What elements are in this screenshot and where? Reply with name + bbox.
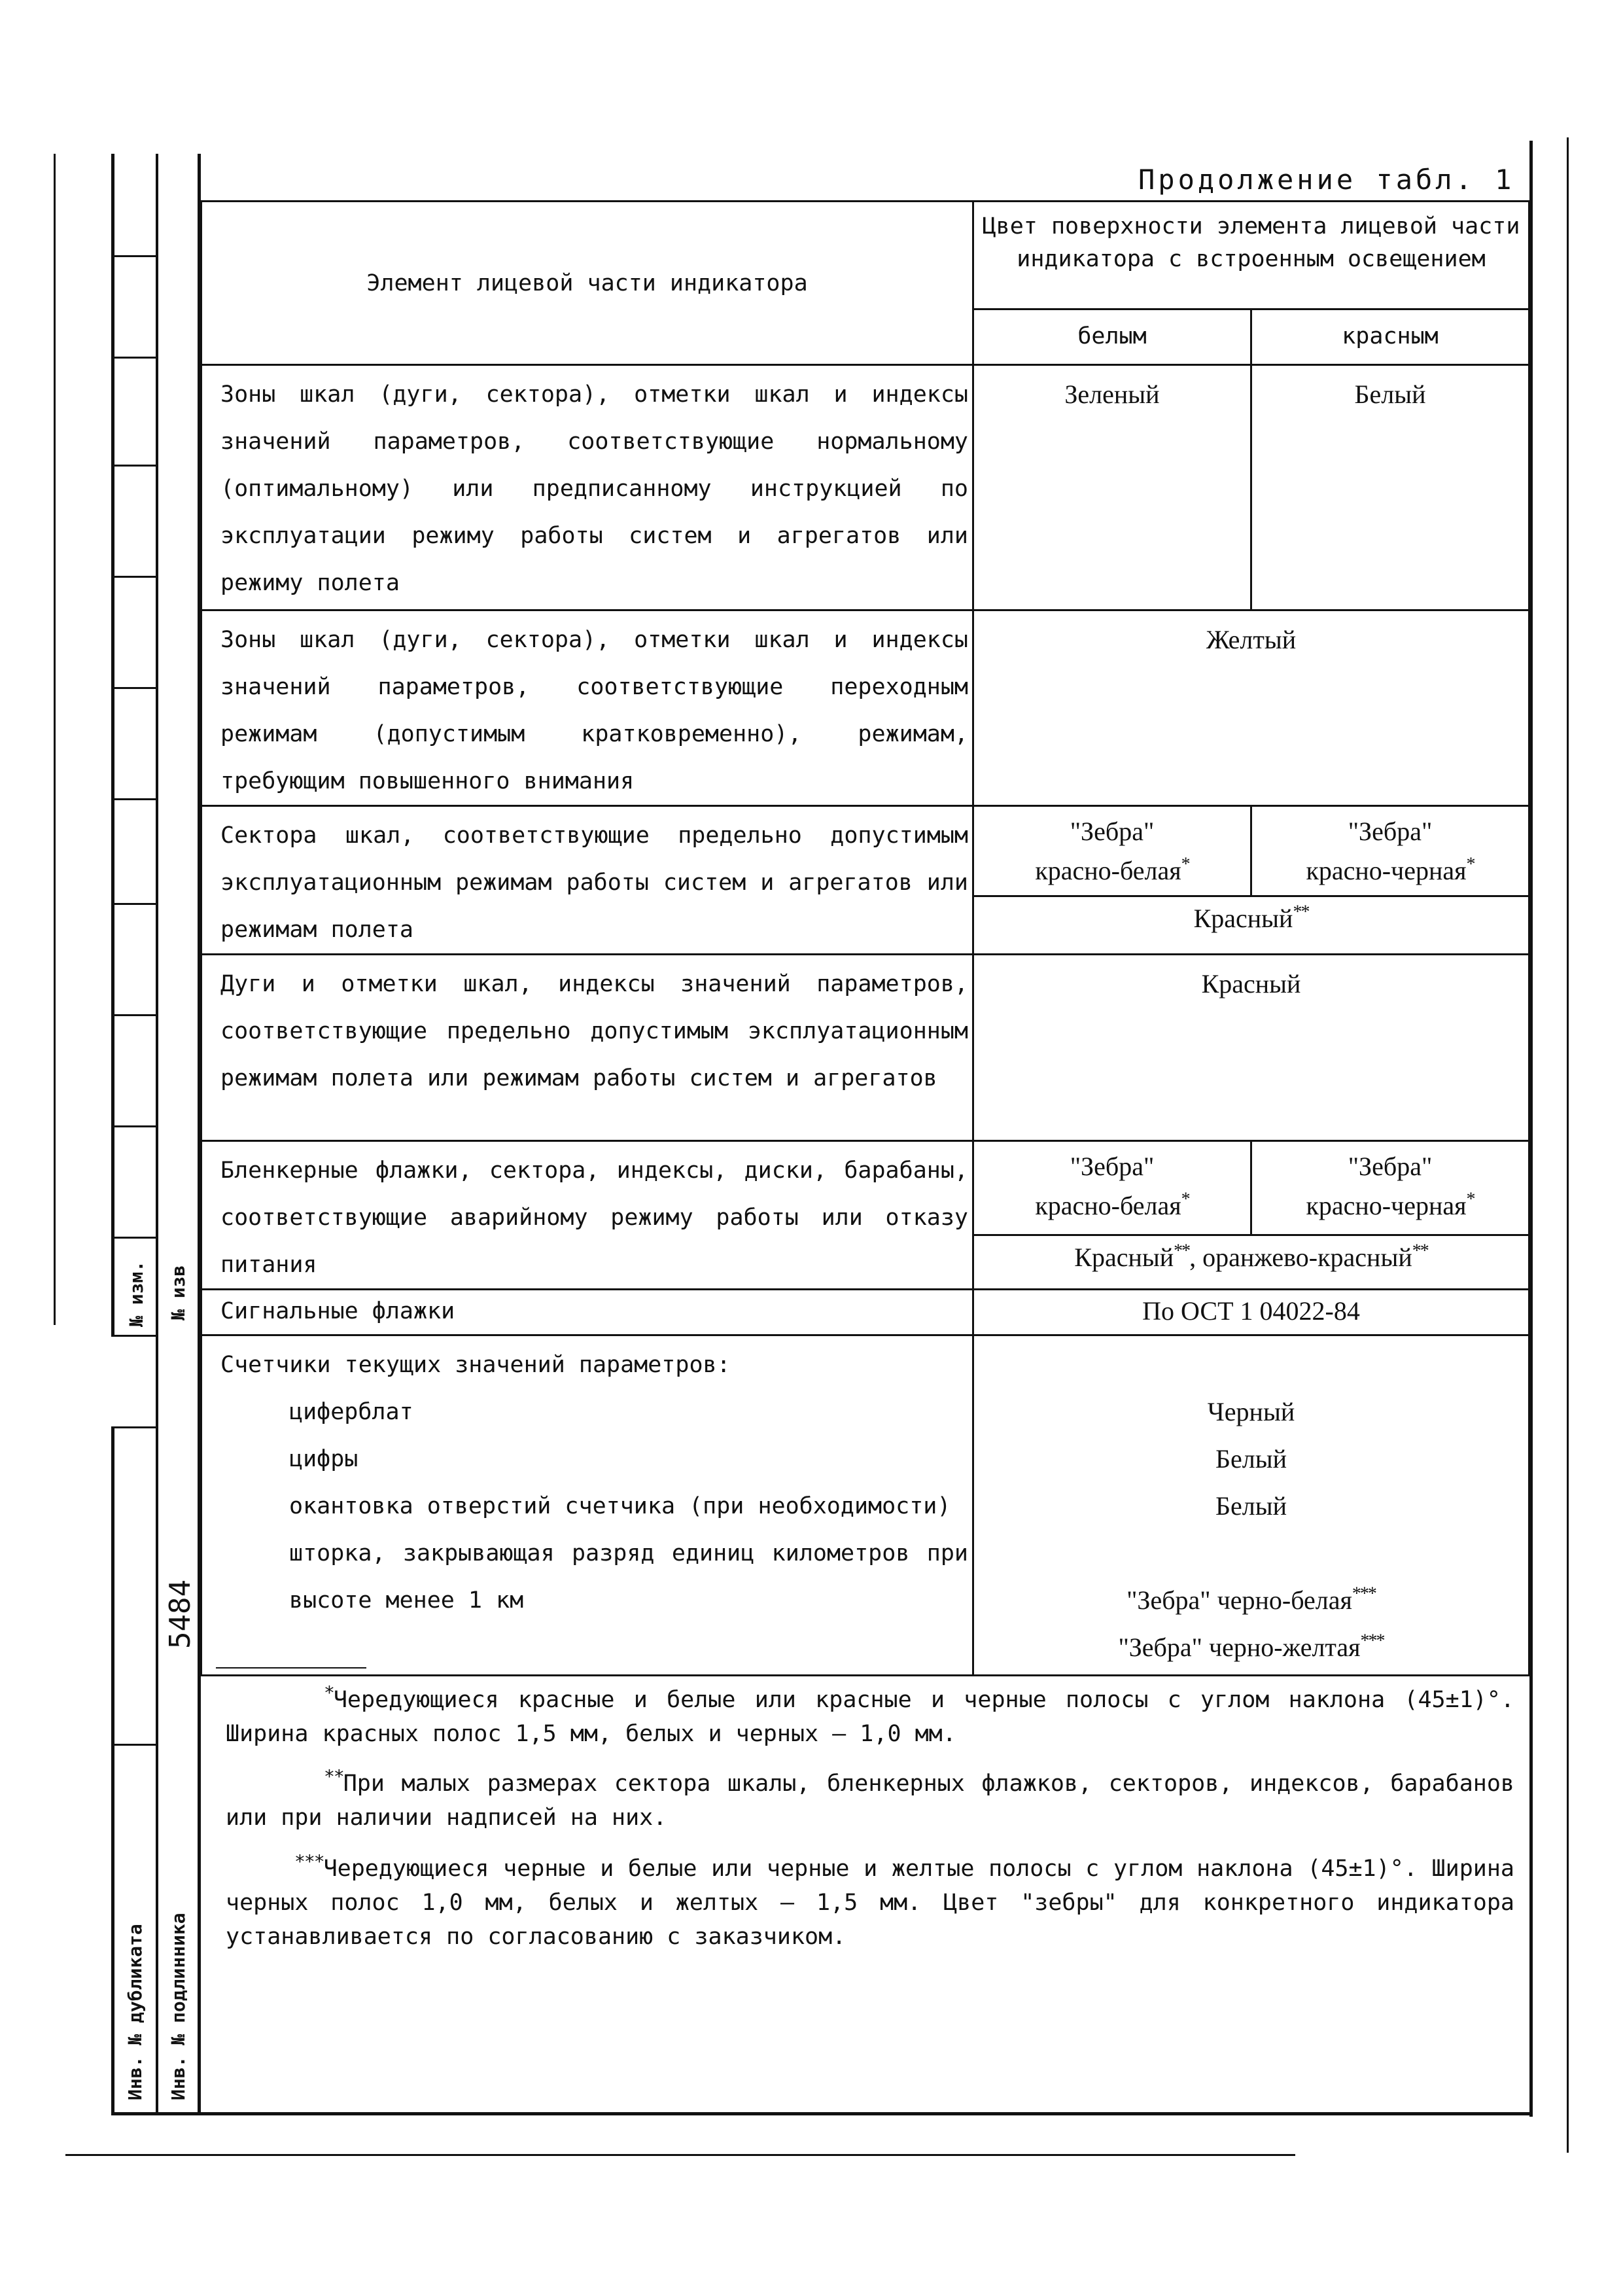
row5-white-line1: "Зебра" (1070, 1152, 1155, 1181)
header-element: Элемент лицевой части индикатора (201, 202, 973, 365)
row5-white (973, 1141, 1251, 1235)
margin-cell-line (111, 576, 157, 578)
table-row (201, 1141, 1529, 1235)
table-row (201, 1335, 1529, 1676)
frame-right-outer-line (1567, 137, 1569, 2153)
row3-alt (973, 896, 1529, 954)
margin-cell-line (111, 465, 157, 467)
row3-red-line2: красно-черная (1306, 856, 1467, 885)
label-change-no: № изм. (126, 1260, 147, 1327)
row7-title: Счетчики текущих значений параметров: (220, 1352, 731, 1378)
footnote-1 (226, 1683, 1514, 1751)
row7-digits-value: Белый (1215, 1444, 1287, 1474)
margin-cell-line (111, 1237, 157, 1239)
row7-dial: циферблат (289, 1399, 413, 1425)
row5-alt (973, 1235, 1529, 1290)
asterisk-mark: * (1466, 1189, 1475, 1210)
row6-value: По ОСТ 1 04022-84 (973, 1290, 1529, 1335)
asterisk-mark: * (1181, 1189, 1189, 1210)
margin-lower-left-edge (111, 1426, 114, 2113)
asterisk-mark: ** (1293, 902, 1309, 923)
footnote-2 (226, 1767, 1514, 1835)
header-color: Цвет поверхности элемента лицевой части индикатора с встроенным освещением (973, 202, 1529, 309)
margin-cell-line (111, 357, 157, 359)
table-row (201, 806, 1529, 896)
row3-red (1251, 806, 1529, 896)
margin-cell-line (111, 687, 157, 689)
row5-alt-text1: Красный (1074, 1243, 1174, 1273)
header-white: белым (973, 309, 1251, 365)
margin-cell-line (111, 1125, 157, 1127)
row3-alt-text: Красный (1193, 903, 1293, 933)
footnote-rule (216, 1667, 366, 1669)
asterisk-mark: *** (294, 1850, 324, 1873)
row7-rim: окантовка отверстий счетчика (при необходимости) (289, 1493, 951, 1519)
table-row (201, 955, 1529, 1141)
asterisk-mark: * (1181, 854, 1189, 875)
row3-white (973, 806, 1251, 896)
row4-element: Дуги и отметки шкал, индексы значений параметров, соответствующие предельно допустимым эксплуатационным режимам полета или режимам работы систем и агрегатов (201, 955, 973, 1141)
row3-element: Сектора шкал, соответствующие предельно допустимым эксплуатационным режимам работы систем и агрегатов или режимам полета (201, 806, 973, 955)
footnote-3-text: Чередующиеся черные и белые или черные и желтые полосы с углом наклона (45±1)°. Ширина черных полос 1,0 мм, белых и желтых – 1,5 мм. Цвет "зебры" для конкретного индикатора устанавливается по согласованию с заказчиком. (226, 1856, 1514, 1950)
margin-cell-line (111, 255, 157, 257)
header-red: красным (1251, 309, 1529, 365)
asterisk-mark: *** (1360, 1631, 1384, 1651)
row7-shutter-value1: "Зебра" черно-белая (1126, 1585, 1352, 1615)
row3-red-line1: "Зебра" (1348, 817, 1433, 846)
footnote-2-text: При малых размерах сектора шкалы, бленкерных флажков, секторов, индексов, барабанов или при наличии надписей на них. (226, 1771, 1514, 1831)
margin-block-line (111, 1744, 157, 1746)
footnote-3 (226, 1852, 1514, 1954)
page-bottom-rule (65, 2154, 1295, 2156)
row2-value: Желтый (973, 610, 1529, 806)
row1-white: Зеленый (973, 365, 1251, 610)
row7-shutter-value2: "Зебра" черно-желтая (1118, 1633, 1361, 1662)
table-row (201, 365, 1529, 610)
row7-shutter: шторка, закрывающая разряд единиц километров при высоте менее 1 км (289, 1540, 968, 1614)
margin-line-outer (54, 154, 56, 1325)
row5-red-line2: красно-черная (1306, 1191, 1467, 1220)
header-row (201, 202, 1529, 309)
margin-cell-line (111, 1014, 157, 1016)
margin-cell-line (111, 798, 157, 800)
margin-cell-line (111, 903, 157, 905)
row5-red-line1: "Зебра" (1348, 1152, 1433, 1181)
label-duplicate-inv: Инв. № дубликата (124, 1924, 146, 2100)
margin-line-mid (111, 154, 114, 1335)
row6-element: Сигнальные флажки (201, 1290, 973, 1335)
frame-bottom-line (111, 2112, 1532, 2115)
row5-red (1251, 1141, 1529, 1235)
label-original-inv: Инв. № подлинника (167, 1913, 189, 2100)
inventory-number: 5484 (164, 1580, 197, 1649)
table-row (201, 1290, 1529, 1335)
row7-element (201, 1335, 973, 1676)
color-table (200, 200, 1530, 1676)
asterisk-mark: ** (1174, 1241, 1190, 1262)
row1-element: Зоны шкал (дуги, сектора), отметки шкал и индексы значений параметров, соответствующие нормальному (оптимальному) или предписанному инструкцией по эксплуатации режиму работы систем и агрегатов или режиму полета (201, 365, 973, 610)
asterisk-mark: * (324, 1682, 334, 1704)
margin-line-inner (156, 154, 158, 2113)
asterisk-mark: *** (1352, 1583, 1376, 1604)
asterisk-mark: ** (1412, 1241, 1428, 1262)
row2-element: Зоны шкал (дуги, сектора), отметки шкал и индексы значений параметров, соответствующие переходным режимам (допустимым кратковременно), режимам, требующим повышенного внимания (201, 610, 973, 806)
continuation-label: Продолжение табл. 1 (1138, 164, 1515, 196)
row7-rim-value: Белый (1215, 1491, 1287, 1521)
row5-element: Бленкерные флажки, сектора, индексы, диски, барабаны, соответствующие аварийному режиму работы или отказу питания (201, 1141, 973, 1290)
row7-dial-value: Черный (1207, 1397, 1295, 1426)
row7-digits: цифры (289, 1446, 358, 1472)
row5-white-line2: красно-белая (1035, 1191, 1181, 1220)
row3-white-line2: красно-белая (1035, 856, 1181, 885)
row4-value: Красный (973, 955, 1529, 1141)
asterisk-mark: ** (324, 1765, 343, 1788)
footnote-1-text: Чередующиеся красные и белые или красные и черные полосы с углом наклона (45±1)°. Ширина красных полос 1,5 мм, белых и черных – 1,0 мм. (226, 1687, 1514, 1747)
table-row (201, 610, 1529, 806)
margin-block-top (111, 1426, 157, 1428)
label-notice-no: № изв (167, 1265, 189, 1320)
row5-alt-text2: , оранжево-красный (1189, 1243, 1412, 1273)
row3-white-line1: "Зебра" (1070, 817, 1155, 846)
row1-red: Белый (1251, 365, 1529, 610)
margin-cell-line (111, 1335, 157, 1337)
row7-values (973, 1335, 1529, 1676)
asterisk-mark: * (1466, 854, 1475, 875)
